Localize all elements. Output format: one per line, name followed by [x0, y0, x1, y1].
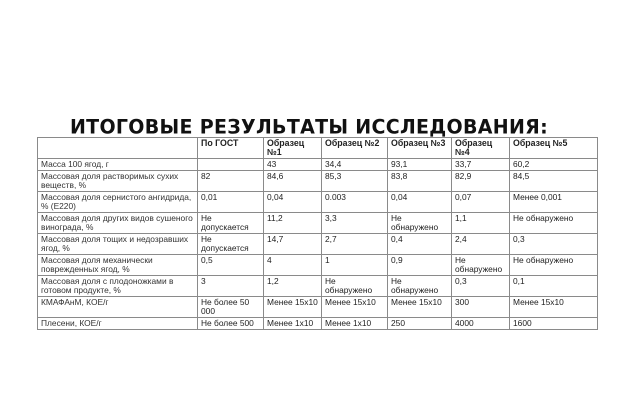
parameter-cell: Массовая доля с плодоножками в готовом продукте, %: [38, 276, 198, 297]
value-cell: 300: [452, 297, 510, 318]
value-cell: Менее 15х10: [322, 297, 388, 318]
parameter-cell: Масса 100 ягод, г: [38, 159, 198, 171]
value-cell: 3,3: [322, 213, 388, 234]
value-cell: 82: [198, 171, 264, 192]
value-cell: 34,4: [322, 159, 388, 171]
value-cell: 14,7: [264, 234, 322, 255]
value-cell: 0.003: [322, 192, 388, 213]
value-cell: 1,1: [452, 213, 510, 234]
value-cell: 0,07: [452, 192, 510, 213]
value-cell: Не обнаружено: [510, 213, 598, 234]
table-row: [38, 171, 598, 192]
value-cell: 93,1: [388, 159, 452, 171]
value-cell: 84,6: [264, 171, 322, 192]
value-cell: 43: [264, 159, 322, 171]
value-cell: 1: [322, 255, 388, 276]
value-cell: Менее 1х10: [322, 318, 388, 330]
table-header-row: [38, 138, 598, 159]
parameter-cell: Массовая доля тощих и недозравших ягод, %: [38, 234, 198, 255]
value-cell: 82,9: [452, 171, 510, 192]
value-cell: Менее 15х10: [388, 297, 452, 318]
table-row: [38, 318, 598, 330]
value-cell: Не допускается: [198, 234, 264, 255]
value-cell: Менее 1х10: [264, 318, 322, 330]
value-cell: 250: [388, 318, 452, 330]
value-cell: 1,2: [264, 276, 322, 297]
value-cell: 0,1: [510, 276, 598, 297]
value-cell: 0,5: [198, 255, 264, 276]
value-cell: 4000: [452, 318, 510, 330]
value-cell: 4: [264, 255, 322, 276]
value-cell: Не допускается: [198, 213, 264, 234]
column-header: Образец №1: [264, 138, 322, 159]
table-row: [38, 213, 598, 234]
table-row: [38, 234, 598, 255]
value-cell: Не обнаружено: [452, 255, 510, 276]
page-title: ИТОГОВЫЕ РЕЗУЛЬТАТЫ ИССЛЕДОВАНИЯ:: [69, 115, 549, 139]
column-header: Образец №3: [388, 138, 452, 159]
column-header: Образец №2: [322, 138, 388, 159]
parameter-cell: Плесени, КОЕ/г: [38, 318, 198, 330]
value-cell: 0,3: [510, 234, 598, 255]
value-cell: Менее 15х10: [510, 297, 598, 318]
value-cell: Не более 50 000: [198, 297, 264, 318]
table-row: [38, 255, 598, 276]
value-cell: [198, 159, 264, 171]
value-cell: 2,4: [452, 234, 510, 255]
column-header: Образец №5: [510, 138, 598, 159]
column-header: [38, 138, 198, 159]
value-cell: 0,04: [264, 192, 322, 213]
table-row: [38, 192, 598, 213]
value-cell: Не обнаружено: [322, 276, 388, 297]
value-cell: 2,7: [322, 234, 388, 255]
table-row: [38, 276, 598, 297]
value-cell: 83,8: [388, 171, 452, 192]
column-header: По ГОСТ: [198, 138, 264, 159]
parameter-cell: Массовая доля других видов сушеного винограда, %: [38, 213, 198, 234]
value-cell: 0,4: [388, 234, 452, 255]
results-table: [37, 137, 598, 330]
column-header: Образец №4: [452, 138, 510, 159]
table-body: [38, 159, 598, 330]
value-cell: 60,2: [510, 159, 598, 171]
parameter-cell: Массовая доля сернистого ангидрида, % (E220): [38, 192, 198, 213]
parameter-cell: КМАФАнМ, КОЕ/г: [38, 297, 198, 318]
value-cell: 85,3: [322, 171, 388, 192]
value-cell: 33,7: [452, 159, 510, 171]
parameter-cell: Массовая доля растворимых сухих веществ, %: [38, 171, 198, 192]
value-cell: 84,5: [510, 171, 598, 192]
value-cell: 0,04: [388, 192, 452, 213]
value-cell: 0,9: [388, 255, 452, 276]
table-row: [38, 297, 598, 318]
value-cell: Менее 15х10: [264, 297, 322, 318]
table-row: [38, 159, 598, 171]
value-cell: 0,3: [452, 276, 510, 297]
value-cell: 11,2: [264, 213, 322, 234]
value-cell: 0,01: [198, 192, 264, 213]
value-cell: 1600: [510, 318, 598, 330]
value-cell: Не обнаружено: [510, 255, 598, 276]
value-cell: Не более 500: [198, 318, 264, 330]
value-cell: Не обнаружено: [388, 276, 452, 297]
value-cell: Менее 0,001: [510, 192, 598, 213]
parameter-cell: Массовая доля механически поврежденных ягод, %: [38, 255, 198, 276]
value-cell: Не обнаружено: [388, 213, 452, 234]
value-cell: 3: [198, 276, 264, 297]
